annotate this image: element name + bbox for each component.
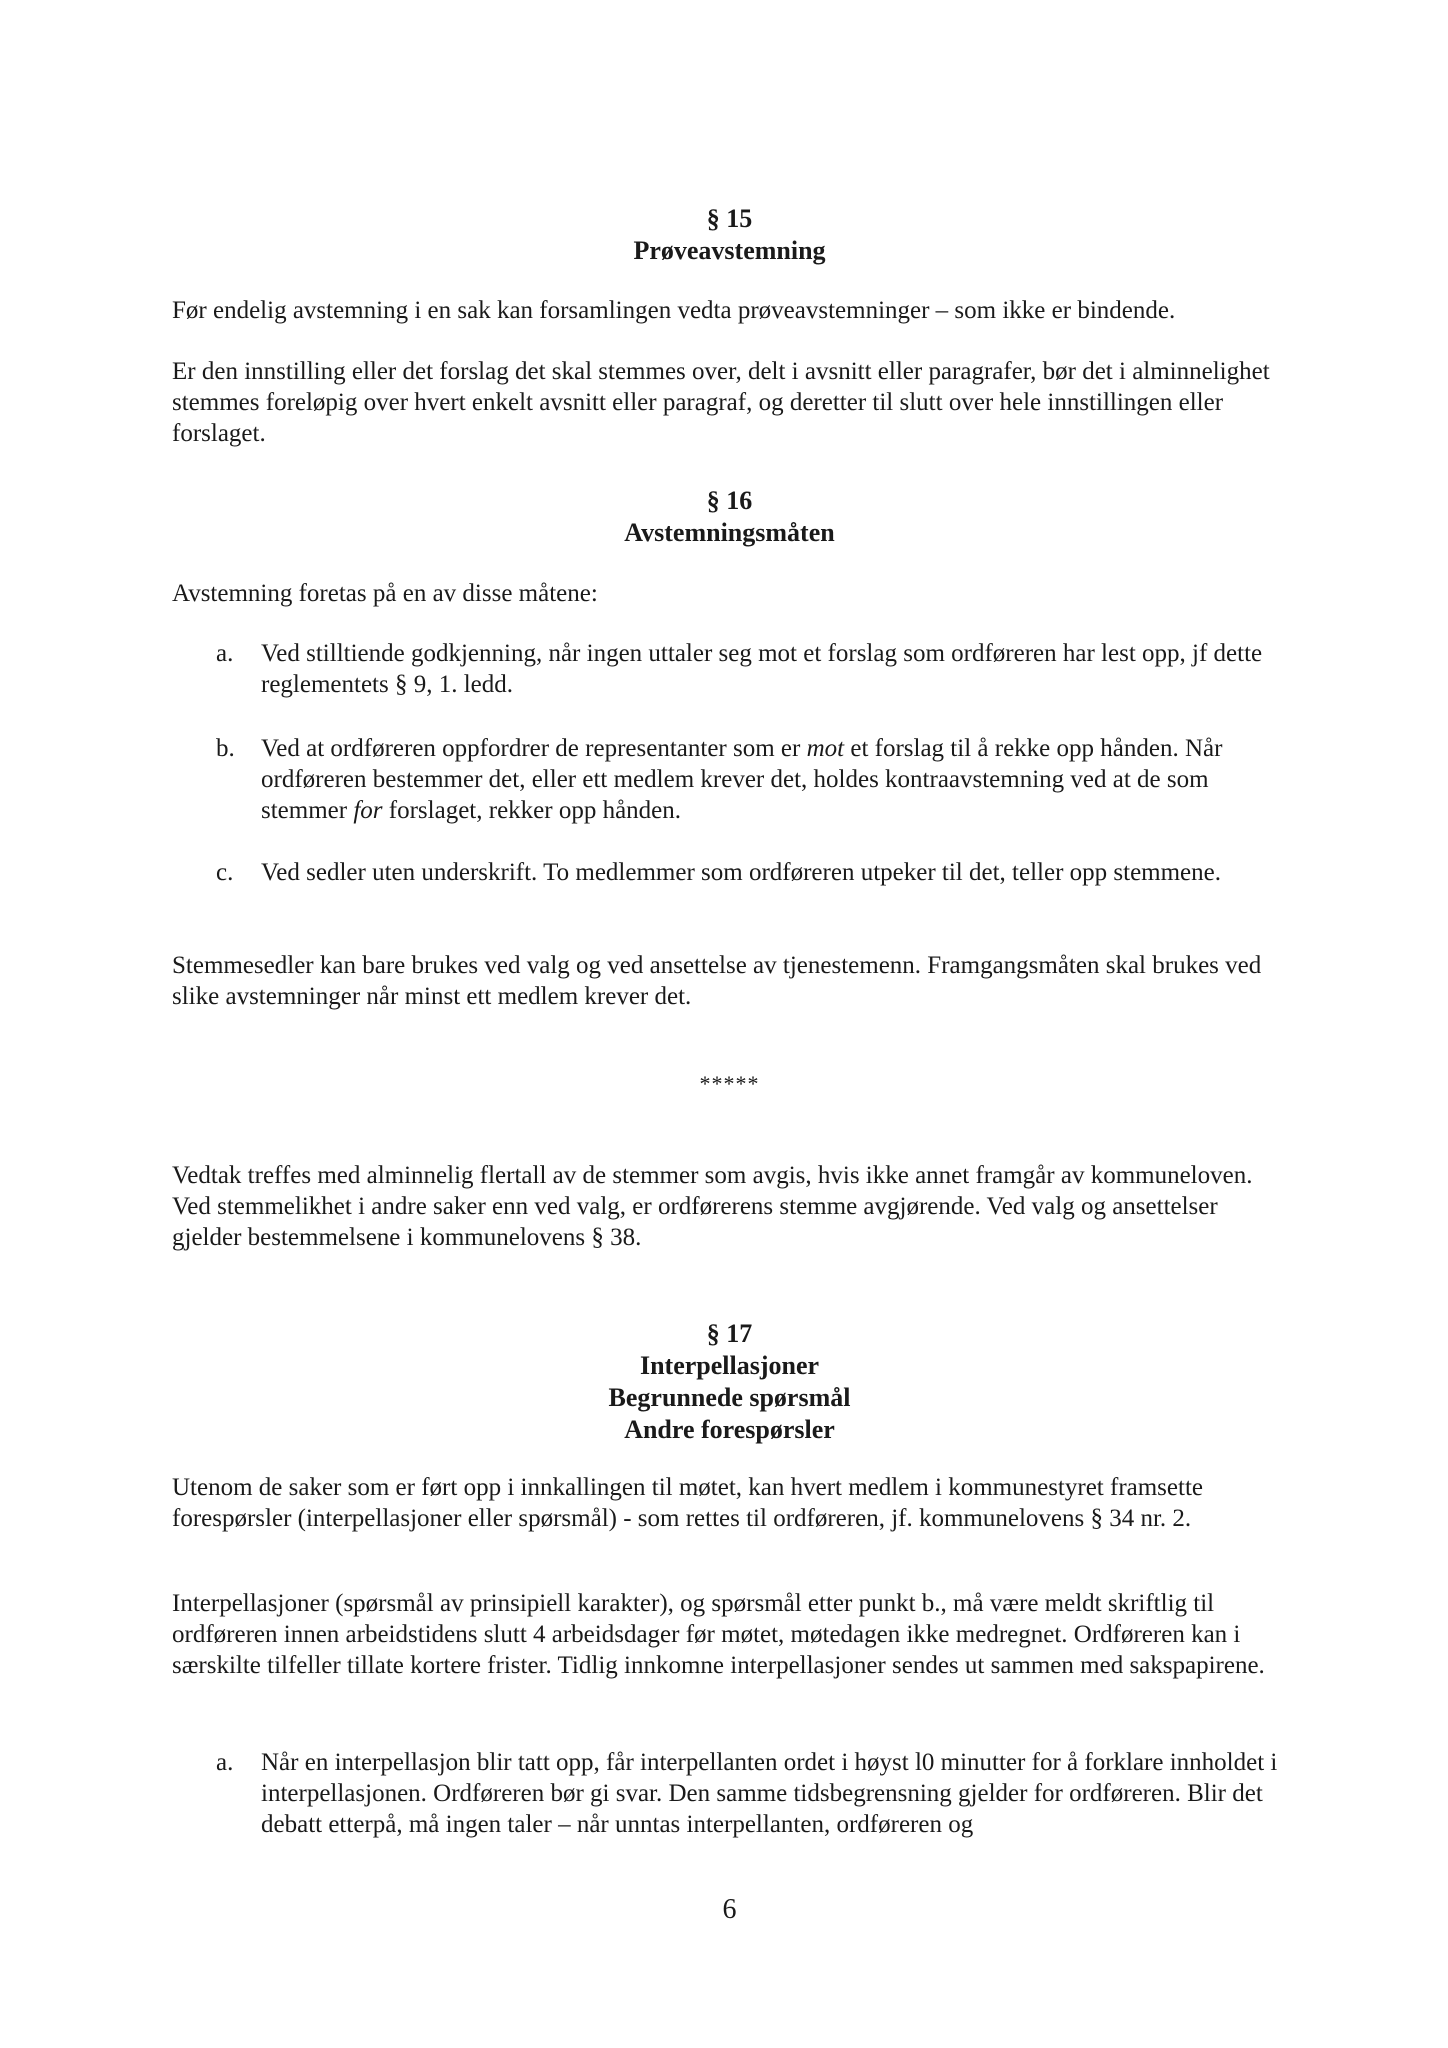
section-title: Prøveavstemning (633, 236, 826, 265)
page-number: 6 (722, 1894, 737, 1925)
list-item (216, 857, 1287, 888)
list-item (216, 638, 1287, 700)
list-item (216, 733, 1287, 826)
paragraph: Før endelig avstemning i en sak kan forsamlingen vedta prøveavstemninger – som ikke er bindende. (172, 297, 1176, 324)
paragraph: Utenom de saker som er ført opp i innkallingen til møtet, kan hvert medlem i kommunestyret framsette forespørsler (interpellasjoner eller spørsmål) - som rettes til ordføreren, jf. kommunelovens § 34 nr. 2. (172, 1474, 1203, 1532)
section-subtitle: Begrunnede spørsmål (608, 1383, 851, 1412)
list-marker: b. (216, 735, 235, 762)
list-item-text: Ved sedler uten underskrift. To medlemmer som ordføreren utpeker til det, teller opp stemmene. (261, 859, 1221, 886)
text-run: et forslag til å rekke opp hånden. Når ordføreren bestemmer det, eller ett medlem krever det, holdes kontraavstemning ved at de som stemmer (261, 735, 1223, 824)
section-number: § 15 (706, 204, 753, 233)
list-item-text (261, 733, 1287, 826)
paragraph: Vedtak treffes med alminnelig flertall av de stemmer som avgis, hvis ikke annet framgår av kommuneloven. Ved stemmelikhet i andre saker enn ved valg, er ordførerens stemme avgjørende. Ved valg og ansettelser gjelder bestemmelsene i kommunelovens § 38. (172, 1162, 1253, 1251)
paragraph: Er den innstilling eller det forslag det skal stemmes over, delt i avsnitt eller paragrafer, bør det i alminnelighet stemmes foreløpig over hvert enkelt avsnitt eller paragraf, og deretter til slutt over hele innstillingen eller forslaget. (172, 358, 1270, 447)
section-number: § 17 (706, 1319, 753, 1348)
section-15-heading (172, 203, 1287, 267)
paragraph: Avstemning foretas på en av disse måtene: (172, 580, 598, 607)
list-item (216, 1747, 1287, 1840)
section-title: Avstemningsmåten (624, 518, 835, 547)
section-17-heading (172, 1318, 1287, 1446)
list-marker: a. (216, 640, 234, 667)
list-item-text: Ved stilltiende godkjenning, når ingen uttaler seg mot et forslag som ordføreren har lest opp, jf dette reglementets § 9, 1. ledd. (261, 640, 1263, 698)
section-subtitle: Andre forespørsler (624, 1415, 835, 1444)
separator: ***** (699, 1071, 760, 1096)
section-number: § 16 (706, 486, 753, 515)
list-marker: c. (216, 859, 234, 886)
emphasis: mot (806, 735, 845, 762)
section-16-heading (172, 485, 1287, 549)
section-title: Interpellasjoner (639, 1351, 820, 1380)
paragraph: Interpellasjoner (spørsmål av prinsipiell karakter), og spørsmål etter punkt b., må være meldt skriftlig til ordføreren innen arbeidstidens slutt 4 arbeidsdager før møtet, møtedagen ikke medregnet. Ordføreren kan i særskilte tilfeller tillate kortere frister. Tidlig innkomne interpellasjoner sendes ut sammen med sakspapirene. (172, 1590, 1265, 1679)
list-item-text: Når en interpellasjon blir tatt opp, får interpellanten ordet i høyst l0 minutter for å forklare innholdet i interpellasjonen. Ordføreren bør gi svar. Den samme tidsbegrensning gjelder for ordføreren. Blir det debatt etterpå, må ingen taler – når unntas interpellanten, ordføreren og (261, 1749, 1278, 1838)
text-run: forslaget, rekker opp hånden. (382, 797, 682, 824)
text-run: Ved at ordføreren oppfordrer de representanter som er (261, 735, 807, 762)
paragraph: Stemmesedler kan bare brukes ved valg og ved ansettelse av tjenestemenn. Framgangsmåten skal brukes ved slike avstemninger når minst ett medlem krever det. (172, 952, 1262, 1010)
list-marker: a. (216, 1749, 234, 1776)
emphasis: for (353, 797, 383, 824)
